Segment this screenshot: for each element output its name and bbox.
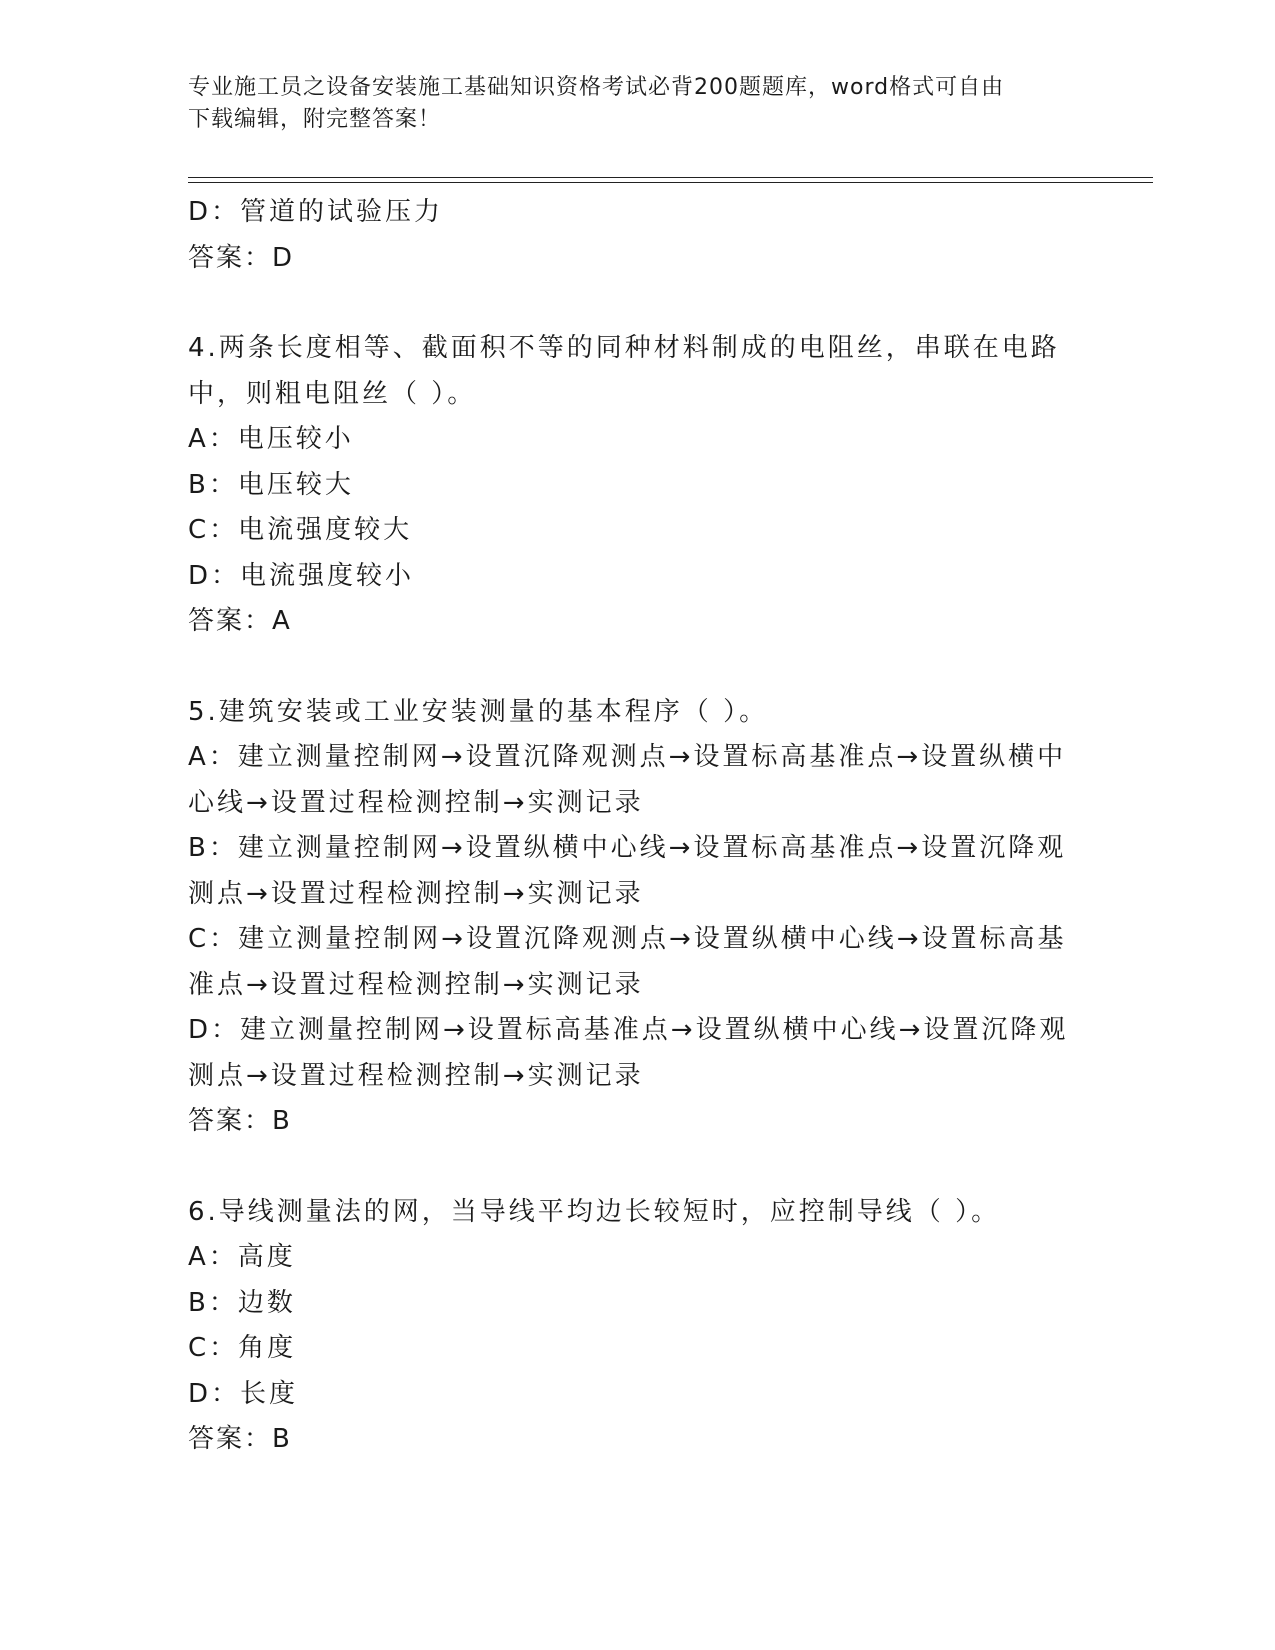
option-d: D：管道的试验压力 (188, 197, 444, 227)
option-a: A：建立测量控制网→设置沉降观测点→设置标高基准点→设置纵横中 (188, 742, 1067, 772)
option-d: D：建立测量控制网→设置标高基准点→设置纵横中心线→设置沉降观 (188, 1015, 1069, 1045)
spacer (188, 1145, 1088, 1190)
option-a-continued: 心线→设置过程检测控制→实测记录 (188, 787, 644, 818)
header-divider-bottom (188, 182, 1153, 183)
question-5 (188, 690, 1088, 1145)
option-c: C：电流强度较大 (188, 515, 413, 545)
answer: 答案：B (188, 1424, 292, 1454)
spacer (188, 645, 1088, 690)
question-stem: 中，则粗电阻丝（ ）。 (188, 378, 477, 409)
answer: 答案：B (188, 1106, 292, 1136)
question-stem: 6.导线测量法的网，当导线平均边长较短时，应控制导线（ ）。 (188, 1196, 1001, 1227)
header-divider-top (188, 177, 1153, 178)
option-b-continued: 测点→设置过程检测控制→实测记录 (188, 878, 644, 909)
question-4 (188, 326, 1088, 645)
answer: 答案：A (188, 606, 292, 636)
option-d: D：长度 (188, 1378, 299, 1409)
question-stem: 4.两条长度相等、截面积不等的同种材料制成的电阻丝，串联在电路 (188, 333, 1060, 363)
header-title-line-2: 下载编辑，附完整答案！ (188, 107, 442, 132)
question-stem: 5.建筑安装或工业安装测量的基本程序（ ）。 (188, 696, 769, 727)
option-b: B：边数 (188, 1287, 296, 1318)
option-d: D：电流强度较小 (188, 560, 415, 591)
question-content (188, 190, 1088, 1463)
option-a: A：电压较小 (188, 424, 354, 454)
option-d-continued: 测点→设置过程检测控制→实测记录 (188, 1060, 644, 1091)
spacer (188, 281, 1088, 326)
option-c: C：角度 (188, 1333, 297, 1363)
option-b: B：建立测量控制网→设置纵横中心线→设置标高基准点→设置沉降观 (188, 833, 1067, 863)
document-header (188, 72, 1068, 136)
option-b: B：电压较大 (188, 469, 354, 500)
question-6 (188, 1190, 1088, 1463)
header-title-line-1: 专业施工员之设备安装施工基础知识资格考试必背200题题库，word格式可自由 (188, 75, 1005, 100)
option-a: A：高度 (188, 1242, 296, 1272)
answer: 答案：D (188, 242, 295, 273)
option-c: C：建立测量控制网→设置沉降观测点→设置纵横中心线→设置标高基 (188, 924, 1067, 954)
option-c-continued: 准点→设置过程检测控制→实测记录 (188, 969, 644, 1000)
